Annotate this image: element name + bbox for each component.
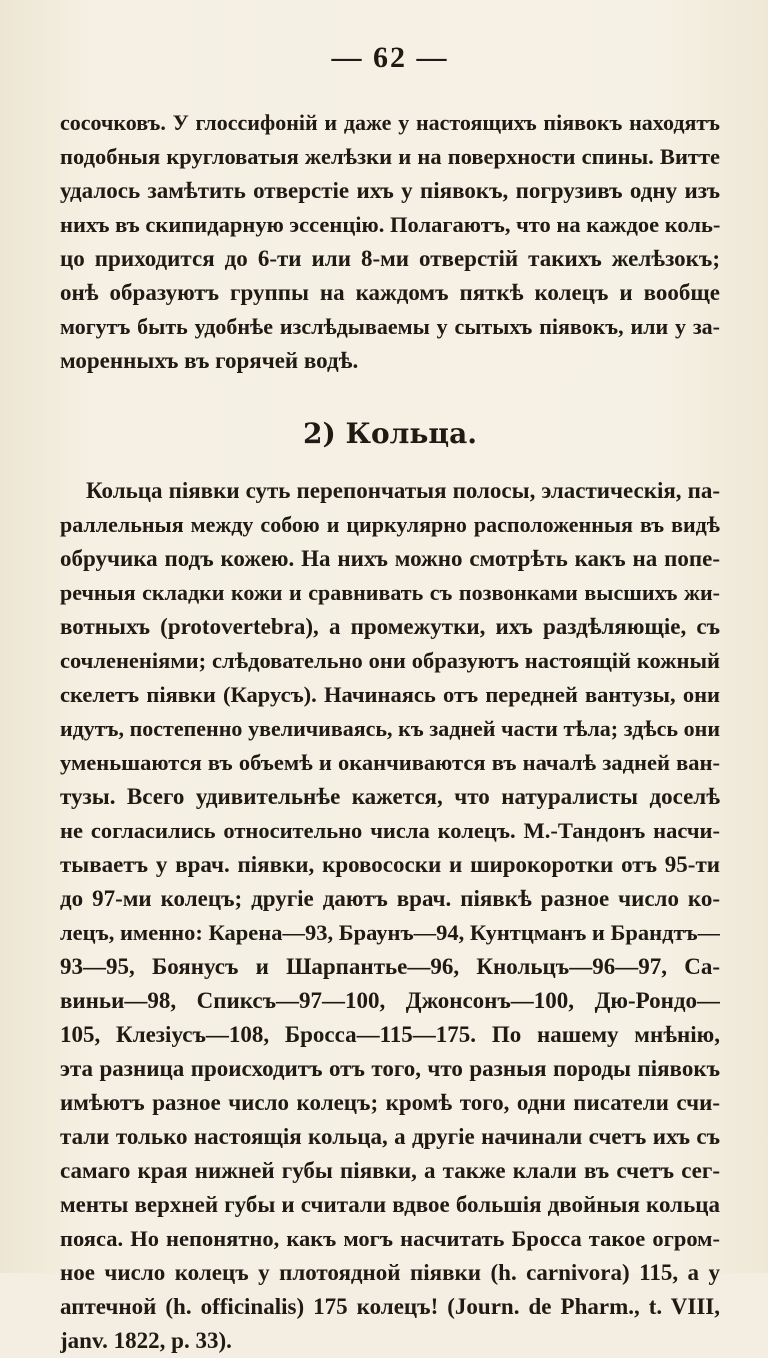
text-line: сочлененіями; слѣдовательно они образуютъ настоящій кожный bbox=[60, 648, 720, 673]
text-line: Кольца піявки суть перепончатыя полосы, эластическія, па- bbox=[86, 478, 720, 503]
page-number: — 62 — bbox=[331, 41, 449, 74]
text-line: пояса. Но непонятно, какъ могъ насчитать Бросса такое огром- bbox=[60, 1226, 720, 1251]
text-line: цо приходится до 6-ти или 8-ми отверстій такихъ желѣзокъ; bbox=[60, 246, 720, 271]
text-line: эта разница происходитъ отъ того, что разныя породы піявокъ bbox=[60, 1056, 720, 1081]
text-line: онѣ образуютъ группы на каждомъ пяткѣ колецъ и вообще bbox=[60, 280, 720, 305]
text-line: уменьшаются въ объемѣ и оканчиваются въ началѣ задней ван- bbox=[60, 750, 720, 775]
text-line: аптечной (h. officinalis) 175 колецъ! (Journ. de Pharm., t. VIII, bbox=[60, 1294, 720, 1319]
text-line: 105, Клезіусъ—108, Бросса—115—175. По нашему мнѣнію, bbox=[60, 1022, 720, 1047]
text-line: скелетъ піявки (Карусъ). Начинаясь отъ передней вантузы, они bbox=[60, 682, 720, 707]
text-line: не согласились относительно числа колецъ. М.-Тандонъ насчи- bbox=[60, 818, 720, 843]
text-line: тали только настоящія кольца, а другіе начинали счетъ ихъ съ bbox=[60, 1124, 720, 1149]
text-line: 93—95, Боянусъ и Шарпантье—96, Кнольцъ—96—97, Са- bbox=[60, 954, 720, 979]
text-line: сосочковъ. У глоссифоній и даже у настоящихъ піявокъ находятъ bbox=[60, 110, 720, 135]
text-line: менты верхней губы и считали вдвое большія двойныя кольца bbox=[60, 1192, 720, 1217]
text-line: лецъ, именно: Карена—93, Браунъ—94, Кунтцманъ и Брандтъ— bbox=[60, 920, 720, 945]
text-line: тываетъ у врач. піявки, кровососки и широкоротки отъ 95-ти bbox=[60, 852, 720, 877]
intro-paragraph bbox=[60, 106, 720, 378]
text-line: тузы. Всего удивительнѣе кажется, что натуралисты доселѣ bbox=[60, 784, 720, 809]
text-line: нихъ въ скипидарную эссенцію. Полагаютъ, что на каждое коль- bbox=[60, 212, 720, 237]
text-line: ное число колецъ у плотоядной піявки (h. carnivora) 115, а у bbox=[60, 1260, 720, 1285]
text-line: janv. 1822, p. 33). bbox=[60, 1328, 232, 1353]
text-line: моренныхъ въ горячей водѣ. bbox=[60, 348, 359, 373]
text-line: вотныхъ (protovertebra), а промежутки, ихъ раздѣляющіе, съ bbox=[60, 614, 720, 639]
text-line: идутъ, постепенно увеличиваясь, къ задней части тѣла; здѣсь они bbox=[60, 716, 720, 741]
text-line: могутъ быть удобнѣе изслѣдываемы у сытыхъ піявокъ, или у за- bbox=[60, 314, 720, 339]
text-line: виньи—98, Спиксъ—97—100, Джонсонъ—100, Дю-Рондо— bbox=[60, 988, 720, 1013]
text-line: удалось замѣтить отверстіе ихъ у піявокъ, погрузивъ одну изъ bbox=[60, 178, 720, 203]
section-heading: 2) Кольца. bbox=[303, 417, 477, 450]
text-line: раллельныя между собою и циркулярно расположенныя въ видѣ bbox=[60, 512, 720, 537]
text-line: подобныя кругловатыя желѣзки и на поверхности спины. Витте bbox=[60, 144, 720, 169]
text-line: обручика подъ кожею. На нихъ можно смотрѣть какъ на попе- bbox=[60, 546, 720, 571]
text-line: имѣютъ разное число колецъ; кромѣ того, одни писатели счи- bbox=[60, 1090, 720, 1115]
body-paragraph bbox=[60, 474, 720, 1358]
text-line: самаго края нижней губы піявки, а также клали въ счетъ сег- bbox=[60, 1158, 720, 1183]
text-line: до 97-ми колецъ; другіе даютъ врач. піявкѣ разное число ко- bbox=[60, 886, 720, 911]
text-line: речныя складки кожи и сравнивать съ позвонками высшихъ жи- bbox=[60, 580, 720, 605]
